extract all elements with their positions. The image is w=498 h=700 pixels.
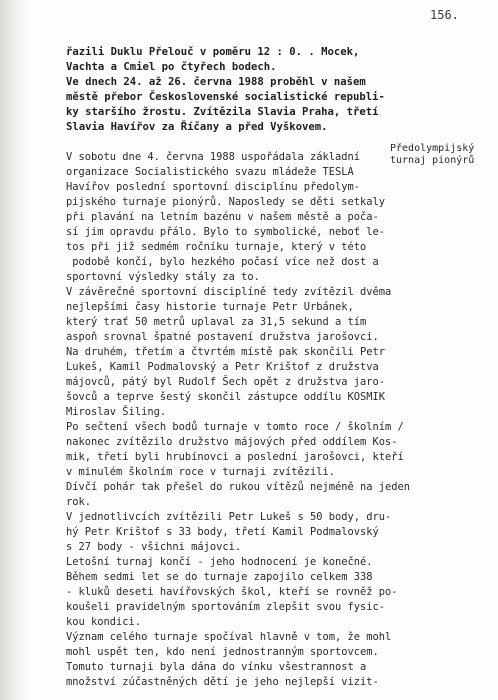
margin-note-line: turnaj pionýrů: [390, 155, 475, 166]
text-line: Slavia Havířov za Říčany a před Vyškovem.: [66, 121, 328, 133]
text-line: šovců a teprve šestý skončil zástupce oddílu KOSMIK: [66, 391, 386, 403]
text-line: řazili Duklu Přelouč v poměru 12 : 0. . Mocek,: [66, 46, 360, 58]
text-line: Význam celého turnaje spočíval hlavně v tom, že mohl: [66, 631, 392, 643]
text-line: pijského turnaje pionýrů. Naposledy se děti setkaly: [66, 196, 386, 208]
text-line: hý Petr Krištof s 33 body, třetí Kamil Podmalovský: [66, 526, 379, 538]
text-line: kou kondici.: [66, 616, 142, 628]
text-line: Letošní turnaj končí - jeho hodnocení je konečné.: [66, 556, 373, 568]
text-line: nejlepšími časy historie turnaje Petr Urbánek,: [66, 301, 354, 313]
text-line: mik, třetí byli hrubínovci a poslední jarošovci, kteří: [66, 451, 404, 463]
text-line: v minulém školním roce v turnaji zvítězili.: [66, 466, 335, 478]
text-line: Havířov poslední sportovní disciplínu předolym-: [66, 181, 361, 193]
text-line: májovců, pátý byl Rudolf Šech opět z družstva jaro-: [66, 376, 386, 388]
text-line: sportovní výsledky stály za to.: [66, 271, 260, 283]
text-line: který trať 50 metrů uplaval za 31,5 sekund a tím: [66, 316, 367, 328]
text-line: Dívčí pohár tak přešel do rukou vítězů nejméně na jeden: [66, 481, 411, 493]
text-line: V závěrečné sportovní disciplíně tedy zvítězil dvěma: [66, 286, 392, 298]
text-line: Vachta a Cmiel po čtyřech bodech.: [66, 61, 277, 73]
text-line: Na druhém, třetím a čtvrtém místě pak skončili Petr: [66, 346, 386, 358]
text-line: nakonec zvítězilo družstvo májových před oddílem Kos-: [66, 436, 398, 448]
page-shadow-edge: [0, 0, 28, 700]
text-line: - kluků deseti havířovských škol, kteří se rovněž po-: [66, 586, 398, 598]
page-number: 156.: [430, 8, 459, 22]
text-line: ky staršího žrostu. Zvítězila Slavia Praha, třetí: [66, 106, 379, 118]
text-line: Tomuto turnaji byla dána do vínku všestrannost a: [66, 661, 367, 673]
text-line: množství zúčastněných dětí je jeho nejlepší vizit-: [66, 676, 379, 688]
text-line: rok.: [66, 496, 92, 508]
text-line: při plavání na letním bazénu v našem městě a poča-: [66, 211, 379, 223]
text-line: sí jim opravdu přálo. Bylo to symbolické, neboť le-: [66, 226, 386, 238]
margin-note: [390, 143, 498, 167]
text-line: koušeli pravidelným sportováním zlepšit svou fysic-: [66, 601, 386, 613]
text-line: V sobotu dne 4. června 1988 uspořádala základní: [66, 151, 361, 163]
text-line: Během sedmi let se do turnaje zapojilo celkem 338: [66, 571, 373, 583]
text-line: podobě končí, bylo hezkého počasí více než dost a: [66, 256, 379, 268]
text-line: mohl uspět ten, kdo není jednostranným sportovcem.: [66, 646, 379, 658]
text-line: tos při již sedmém ročníku turnaje, který v této: [66, 241, 367, 253]
text-line: organizace Socialistického svazu mládeže TESLA: [66, 166, 354, 178]
text-line: Lukeš, Kamil Podmalovský a Petr Krištof z družstva: [66, 361, 379, 373]
margin-note-line: Předolympijský: [390, 143, 475, 154]
text-line: V jednotlivcích zvítězili Petr Lukeš s 50 body, dru-: [66, 511, 392, 523]
text-line: Miroslav Šiling.: [66, 406, 167, 418]
text-line: Po sečtení všech bodů turnaje v tomto roce / školním /: [66, 421, 404, 433]
text-line: městě přebor Československé socialistické republi-: [66, 91, 385, 103]
text-line: s 27 body - všichni májovci.: [66, 541, 242, 553]
text-line: aspoň srovnal špatné postavení družstva jarošovci.: [66, 331, 379, 343]
text-line: Ve dnech 24. až 26. června 1988 proběhl v našem: [66, 76, 366, 88]
